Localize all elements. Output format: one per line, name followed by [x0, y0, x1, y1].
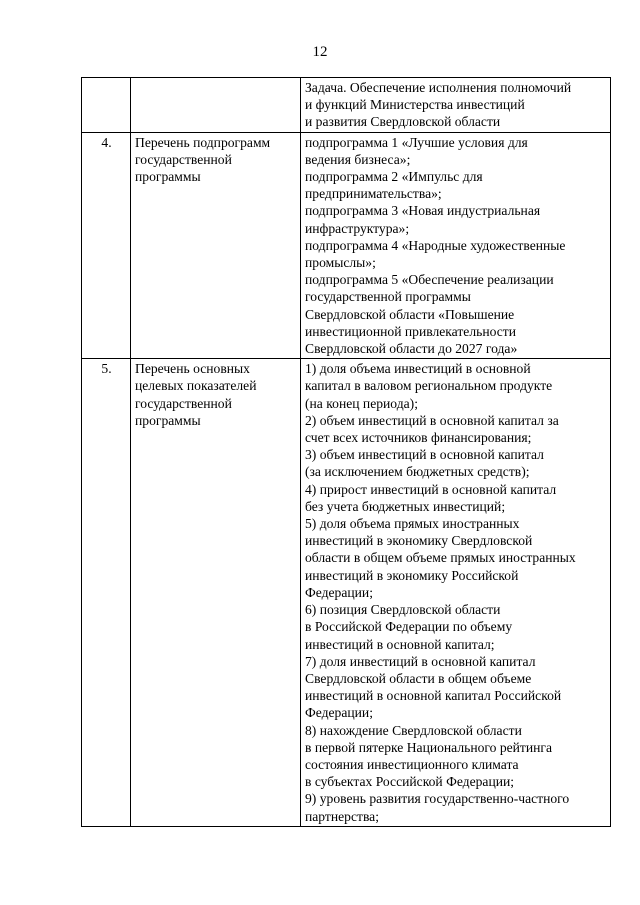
content-line: подпрограмма 4 «Народные художественные — [305, 237, 566, 253]
content-line: 6) позиция Свердловской области — [305, 602, 501, 618]
table-row — [82, 78, 611, 133]
row-content-cell — [301, 132, 611, 359]
label-line: Перечень подпрограмм — [135, 134, 271, 150]
content-line: 8) нахождение Свердловской области — [305, 722, 522, 738]
content-line: подпрограмма 1 «Лучшие условия для — [305, 134, 528, 150]
content-line: капитал в валовом региональном продукте — [305, 378, 553, 394]
content-line: инвестиций в экономику Российской — [305, 567, 519, 583]
table-row — [82, 132, 611, 359]
label-line: программы — [135, 169, 201, 185]
table-row — [82, 359, 611, 826]
content-line: 1) доля объема инвестиций в основной — [305, 361, 531, 377]
content-line: подпрограмма 5 «Обеспечение реализации — [305, 272, 554, 288]
content-line: в первой пятерке Национального рейтинга — [305, 739, 553, 755]
content-line: 3) объем инвестиций в основной капитал — [305, 447, 544, 463]
row-label-cell — [131, 359, 301, 826]
content-line: (на конец периода); — [305, 395, 418, 411]
content-line: подпрограмма 2 «Импульс для — [305, 169, 483, 185]
row-number-cell — [82, 78, 131, 133]
label-line: Перечень основных — [135, 361, 250, 377]
content-line: Свердловской области «Повышение — [305, 306, 515, 322]
content-line: государственной программы — [305, 289, 471, 305]
row-content-cell — [301, 359, 611, 826]
content-line: 7) доля инвестиций в основной капитал — [305, 653, 536, 669]
content-line: промыслы»; — [305, 255, 376, 271]
content-line: 4) прирост инвестиций в основной капитал — [305, 481, 557, 497]
label-line: государственной — [135, 151, 232, 167]
content-line: инвестиционной привлекательности — [305, 323, 516, 339]
content-line: Федерации; — [305, 584, 373, 600]
label-line: целевых показателей — [135, 378, 257, 394]
row-content-cell — [301, 78, 611, 133]
content-line: инвестиций в основной капитал; — [305, 636, 495, 652]
content-line: инвестиций в экономику Свердловской — [305, 533, 533, 549]
content-line: Задача. Обеспечение исполнения полномочий — [305, 80, 572, 95]
content-line: инфраструктура»; — [305, 220, 410, 236]
content-line: Свердловской области в общем объеме — [305, 670, 532, 686]
content-line: в субъектах Российской Федерации; — [305, 774, 515, 790]
row-number-cell: 4. — [82, 132, 131, 359]
program-passport-table — [81, 77, 611, 827]
label-line: программы — [135, 412, 201, 428]
content-line: области в общем объеме прямых иностранных — [305, 550, 576, 566]
row-label-cell — [131, 78, 301, 133]
page-number: 12 — [312, 44, 328, 60]
content-line: и функций Министерства инвестиций — [305, 97, 525, 113]
content-line: 9) уровень развития государственно-частного — [305, 791, 570, 807]
content-line: состояния инвестиционного климата — [305, 756, 519, 772]
content-line: предпринимательства»; — [305, 186, 442, 202]
content-line: и развития Свердловской области — [305, 114, 501, 130]
label-line: государственной — [135, 395, 232, 411]
content-line: 2) объем инвестиций в основной капитал за — [305, 412, 559, 428]
content-line: Свердловской области до 2027 года» — [305, 341, 518, 357]
content-line: партнерства; — [305, 808, 379, 824]
content-line: (за исключением бюджетных средств); — [305, 464, 530, 480]
content-line: ведения бизнеса»; — [305, 151, 411, 167]
row-label-cell — [131, 132, 301, 359]
content-line: в Российской Федерации по объему — [305, 619, 513, 635]
row-number-cell: 5. — [82, 359, 131, 826]
content-line: без учета бюджетных инвестиций; — [305, 498, 506, 514]
content-line: подпрограмма 3 «Новая индустриальная — [305, 203, 541, 219]
content-line: Федерации; — [305, 705, 373, 721]
content-line: счет всех источников финансирования; — [305, 430, 532, 446]
content-line: 5) доля объема прямых иностранных — [305, 516, 520, 532]
content-line: инвестиций в основной капитал Российской — [305, 688, 562, 704]
